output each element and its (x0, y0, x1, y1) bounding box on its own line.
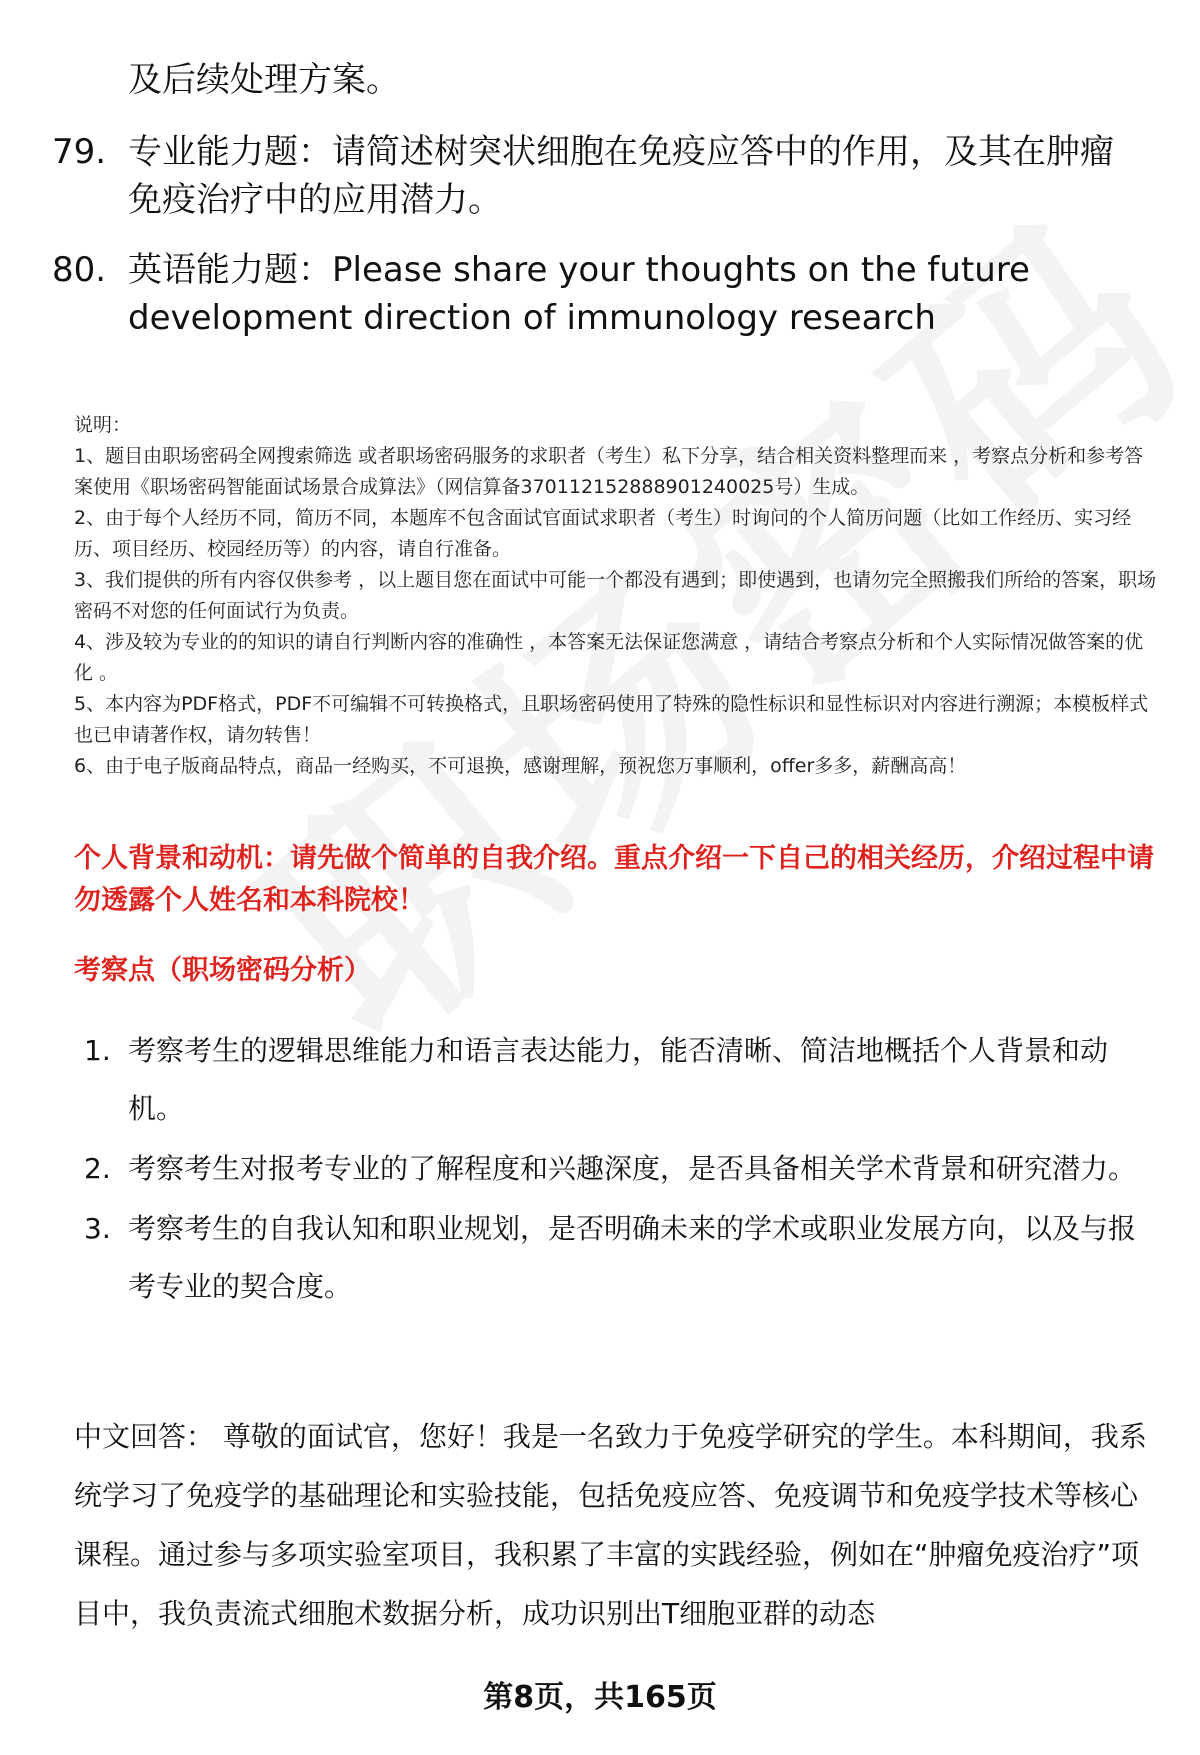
note-item: 6、由于电子版商品特点，商品一经购买，不可退换，感谢理解，预祝您万事顺利，offer多多，薪酬高高！ (74, 755, 967, 777)
list-item-text: 考察考生的自我认知和职业规划，是否明确未来的学术或职业发展方向，以及与报考专业的契合度。 (128, 1212, 1137, 1303)
list-item-text: 考察考生对报考专业的了解程度和兴趣深度，是否具备相关学术背景和研究潜力。 (128, 1152, 1137, 1185)
question-number: 79. (52, 132, 107, 172)
question-80 (52, 246, 1142, 342)
section-heading: 个人背景和动机：请先做个简单的自我介绍。重点介绍一下自己的相关经历，介绍过程中请勿透露个人姓名和本科院校！ (74, 843, 1154, 916)
answer-block (74, 1407, 1160, 1643)
question-number: 80. (52, 250, 107, 290)
list-item-text: 考察考生的逻辑思维能力和语言表达能力，能否清晰、简洁地概括个人背景和动机。 (128, 1034, 1109, 1125)
question-text: 英语能力题：Please share your thoughts on the future development direction of immunology research (128, 250, 1030, 338)
notes-title: 说明： (74, 414, 132, 436)
notes-block (74, 410, 1160, 782)
analysis-list (74, 1022, 1160, 1318)
list-item-number: 2. (84, 1152, 111, 1185)
note-item: 5、本内容为PDF格式，PDF不可编辑不可转换格式，且职场密码使用了特殊的隐性标识和显性标识对内容进行溯源；本模板样式也已申请著作权，请勿转售！ (74, 693, 1149, 746)
page-footer: 第8页，共165页 (483, 1680, 717, 1715)
question-text: 专业能力题：请简述树突状细胞在免疫应答中的作用，及其在肿瘤免疫治疗中的应用潜力。 (128, 132, 1114, 220)
list-item-number: 3. (84, 1212, 111, 1245)
list-item (74, 1140, 1160, 1198)
answer-label: 中文回答： (74, 1420, 215, 1453)
list-item-number: 1. (84, 1034, 111, 1067)
question-79 (52, 128, 1142, 224)
note-item: 3、我们提供的所有内容仅供参考 ，以上题目您在面试中可能一个都没有遇到；即使遇到，也请勿完全照搬我们所给的答案，职场密码不对您的任何面试行为负责。 (74, 569, 1157, 622)
note-item: 2、由于每个人经历不同，简历不同，本题库不包含面试官面试求职者（考生）时询问的个人简历问题（比如工作经历、实习经历、项目经历、校园经历等）的内容，请自行准备。 (74, 507, 1132, 560)
list-item (74, 1200, 1160, 1316)
note-item: 4、涉及较为专业的的知识的请自行判断内容的准确性 ，本答案无法保证您满意 ，请结合考察点分析和个人实际情况做答案的优化 。 (74, 631, 1144, 684)
note-item: 1、题目由职场密码全网搜索筛选 或者职场密码服务的求职者（考生）私下分享，结合相关资料整理而来 ，考察点分析和参考答案使用《职场密码智能面试场景合成算法》（网信算备370112152888901240025号）生成。 (74, 445, 1144, 498)
analysis-heading: 考察点（职场密码分析） (74, 955, 371, 986)
continuation-text: 及后续处理方案。 (128, 60, 400, 100)
answer-text: 尊敬的面试官，您好！我是一名致力于免疫学研究的学生。本科期间，我系统学习了免疫学的基础理论和实验技能，包括免疫应答、免疫调节和免疫学技术等核心课程。通过参与多项实验室项目，我积累了丰富的实践经验，例如在“肿瘤免疫治疗”项目中，我负责流式细胞术数据分析，成功识别出T细胞亚群的动态 (74, 1420, 1147, 1630)
list-item (74, 1022, 1160, 1138)
